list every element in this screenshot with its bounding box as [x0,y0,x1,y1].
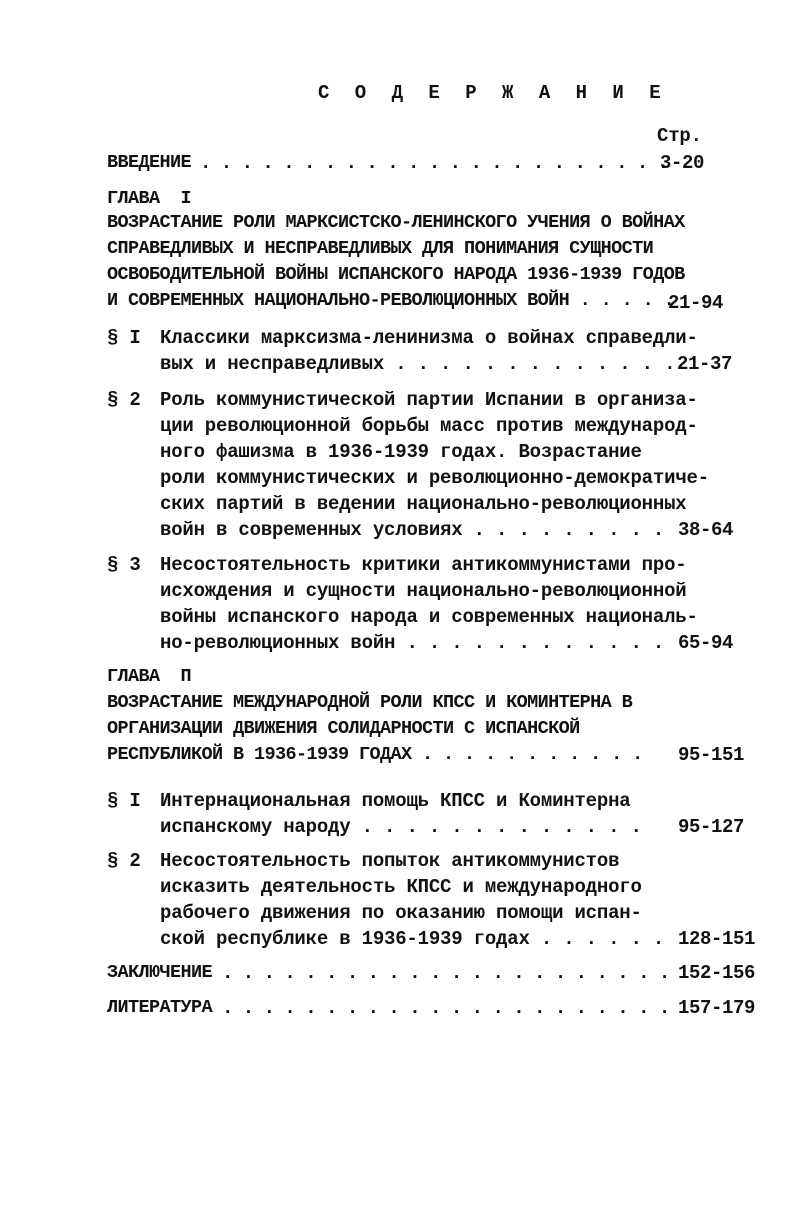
section-line: Несостоятельность критики антикоммунистами про- [160,554,687,576]
section-line: ской республике в 1936-1939 годах . . . . . . [160,928,665,950]
literature-pages: 157-179 [678,997,756,1019]
literature-label: ЛИТЕРАТУРА [107,997,213,1018]
conclusion-dots: . . . . . . . . . . . . . . . . . . . . . . [222,962,670,984]
intro-pages: 3-20 [660,152,705,174]
section-line: вых и несправедливых . . . . . . . . . . . . . [160,353,676,375]
section-line: войны испанского народа и современных националь- [160,606,698,628]
chapter2-title-line: ОРГАНИЗАЦИИ ДВИЖЕНИЯ СОЛИДАРНОСТИ С ИСПАНСКОЙ [107,718,580,739]
section-mark: § I [107,327,141,349]
chapter2-heading: ГЛАВА П [107,666,192,687]
section-line: ции революционной борьбы масс против международ- [160,415,698,437]
section-line: ного фашизма в 1936-1939 годах. Возрастание [160,441,642,463]
conclusion-label: ЗАКЛЮЧЕНИЕ [107,962,213,983]
section-line: Несостоятельность попыток антикоммунистов [160,850,620,872]
section-line: но-революционных войн . . . . . . . . . . . . [160,632,665,654]
section-line: ских партий в ведении национально-революционных [160,493,687,515]
section-pages: 21-37 [677,353,733,375]
chapter2-pages: 95-151 [678,744,745,766]
page-column-header: Стр. [657,125,702,147]
section-pages: 128-151 [678,928,756,950]
intro-dots: . . . . . . . . . . . . . . . . . . . . . . . [200,152,669,174]
chapter1-title-line: СПРАВЕДЛИВЫХ И НЕСПРАВЕДЛИВЫХ ДЛЯ ПОНИМАНИЯ СУЩНОСТИ [107,238,654,259]
section-line: исказить деятельность КПСС и международного [160,876,642,898]
section-line: Классики марксизма-ленинизма о войнах справедли- [160,327,698,349]
section-line: исхождения и сущности национально-революционной [160,580,687,602]
page-title: С О Д Е Р Ж А Н И Е [318,82,668,104]
section-mark: § 3 [107,554,141,576]
section-mark: § 2 [107,389,141,411]
section-line: рабочего движения по оказанию помощи испан- [160,902,642,924]
section-pages: 65-94 [678,632,734,654]
literature-dots: . . . . . . . . . . . . . . . . . . . . . . [222,997,670,1019]
chapter1-title-line: ВОЗРАСТАНИЕ РОЛИ МАРКСИСТСКО-ЛЕНИНСКОГО УЧЕНИЯ О ВОЙНАХ [107,212,685,233]
section-pages: 38-64 [678,519,734,541]
chapter2-title-line: ВОЗРАСТАНИЕ МЕЖДУНАРОДНОЙ РОЛИ КПСС И КОМИНТЕРНА В [107,692,633,713]
section-line: испанскому народу . . . . . . . . . . . . . [160,816,642,838]
chapter1-title-line: ОСВОБОДИТЕЛЬНОЙ ВОЙНЫ ИСПАНСКОГО НАРОДА 1936-1939 ГОДОВ [107,264,685,285]
intro-label: ВВЕДЕНИЕ [107,152,192,173]
section-pages: 95-127 [678,816,745,838]
conclusion-pages: 152-156 [678,962,756,984]
section-line: роли коммунистических и революционно-демократиче- [160,467,709,489]
section-mark: § 2 [107,850,141,872]
section-mark: § I [107,790,141,812]
chapter1-title-line: И СОВРЕМЕННЫХ НАЦИОНАЛЬНО-РЕВОЛЮЦИОННЫХ ВОЙН . . . . . [107,290,675,311]
chapter1-pages: 21-94 [668,292,724,314]
section-line: войн в современных условиях . . . . . . . . . [160,519,665,541]
section-line: Интернациональная помощь КПСС и Коминтерна [160,790,631,812]
section-line: Роль коммунистической партии Испании в организа- [160,389,698,411]
chapter1-heading: ГЛАВА I [107,188,192,209]
chapter2-title-line: РЕСПУБЛИКОЙ В 1936-1939 ГОДАХ . . . . . . . . . . . [107,744,643,765]
